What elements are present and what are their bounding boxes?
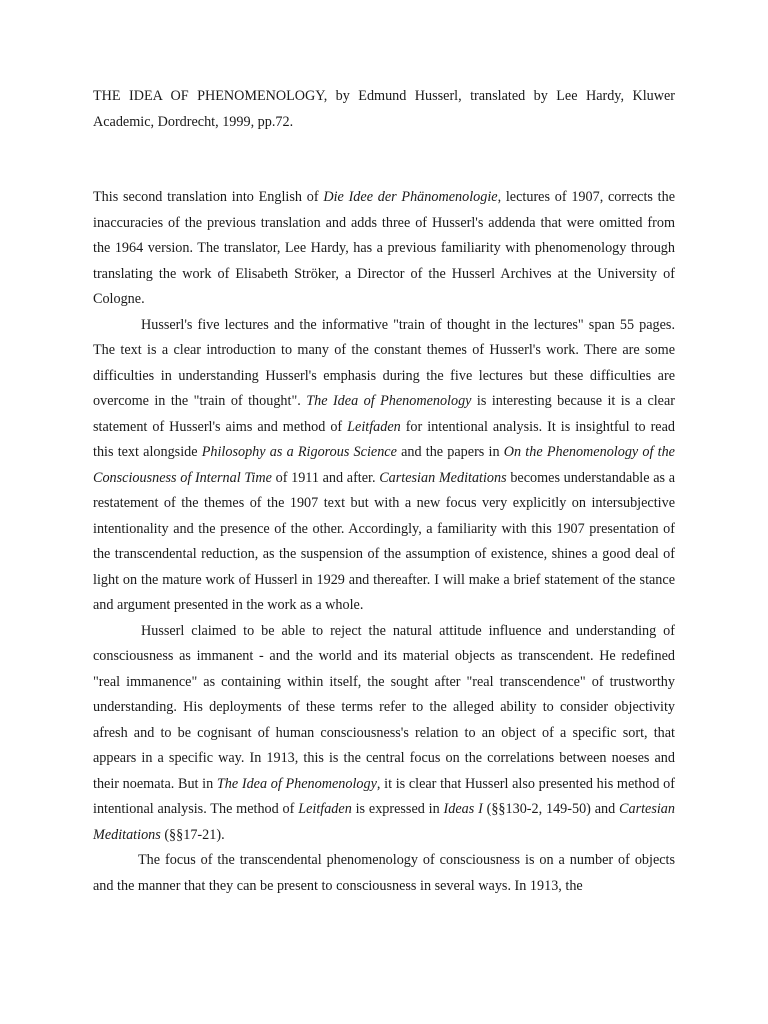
paragraph-3-term-leitfaden: Leitfaden [298,801,352,817]
paragraph-4 [93,848,675,899]
paragraph-3-title-idea: The Idea of Phenomenology [216,775,377,792]
paragraph-1-text-c: , lectures of 1907, corrects the inaccuracies of the previous translation and adds three of Husserl's addenda that were omitted from the 1964 version. The translator, Lee Hardy, has a previous familiarity with phenomenology through translating the work of Elisabeth Ströker, a Director of the Husserl Archives at the University of Cologne. [93,189,675,307]
paragraph-2 [93,313,675,619]
paragraph-2-text-i: of 1911 and after. [271,469,380,486]
paragraph-2-title-internal-time: On the Phenomenology of the Consciousness of Internal Time [93,444,675,486]
paragraph-1-text-a: This second translation into English of [93,189,324,205]
paragraph-3-text-e: is expressed in [351,801,444,817]
paragraph-3 [93,619,675,849]
paragraph-2-title-rigorous-science: Philosophy as a Rigorous Science [201,444,397,460]
paragraph-2-text-g: and the papers in [396,444,504,460]
paragraph-2-text-e: for intentional analysis. It is insightful to read this text alongside [93,418,675,460]
paragraph-3-title-ideas: Ideas I [443,801,483,817]
paragraph-3-text-a: Husserl claimed to be able to reject the natural attitude influence and understanding of consciousness as immanent - and the world and its material objects as transcendent. He redefined "real immanence" as containing within itself, the sought after "real transcendence" of trustworthy understanding. His deployments of these terms refer to the alleged ability to consider objectivity afresh and to be cognisant of human consciousness's relation to an object of a specific sort, that appears in a specific way. In 1913, this is the central focus on the correlations between noeses and their noemata. But in [93,622,675,792]
paragraph-2-title-cartesian: Cartesian Meditations [379,469,507,486]
paragraph-3-text-i: (§§17-21). [160,826,225,843]
paragraph-3-text-c: , it is clear that Husserl also presented his method of intentional analysis. The method of [93,775,675,817]
paragraph-1 [93,185,675,313]
paragraph-2-text-c: is interesting because it is a clear statement of Husserl's aims and method of [93,393,675,435]
paragraph-3-text-g: (§§130-2, 149-50) and [482,801,620,817]
paragraph-1-title-idee: Die Idee der Phänomenologie [323,189,498,205]
review-body [93,185,675,899]
paragraph-2-term-leitfaden: Leitfaden [347,418,401,435]
review-heading: THE IDEA OF PHENOMENOLOGY, by Edmund Husserl, translated by Lee Hardy, Kluwer Academic, Dordrecht, 1999, pp.72. [93,88,675,130]
paragraph-2-text-k: becomes understandable as a restatement of the themes of the 1907 text but with a new focus very explicitly on intersubjective intentionality and the presence of the other. Accordingly, a familiarity with this 1907 presentation of the transcendental reduction, as the suspension of the assumption of existence, shines a good deal of light on the mature work of Husserl in 1929 and thereafter. I will make a brief statement of the stance and argument presented in the work as a whole. [93,469,675,613]
paragraph-2-title-idea: The Idea of Phenomenology [306,393,472,409]
paragraph-3-title-cartesian: Cartesian Meditations [93,801,675,843]
paragraph-4-text-a: The focus of the transcendental phenomenology of consciousness is on a number of objects and the manner that they can be present to consciousness in several ways. In 1913, the [93,852,675,894]
paragraph-2-text-a: Husserl's five lectures and the informative "train of thought in the lectures" span 55 pages. The text is a clear introduction to many of the constant themes of Husserl's work. There are some difficulties in understanding Husserl's emphasis during the five lectures but these difficulties are overcome in the "train of thought". [93,316,675,409]
